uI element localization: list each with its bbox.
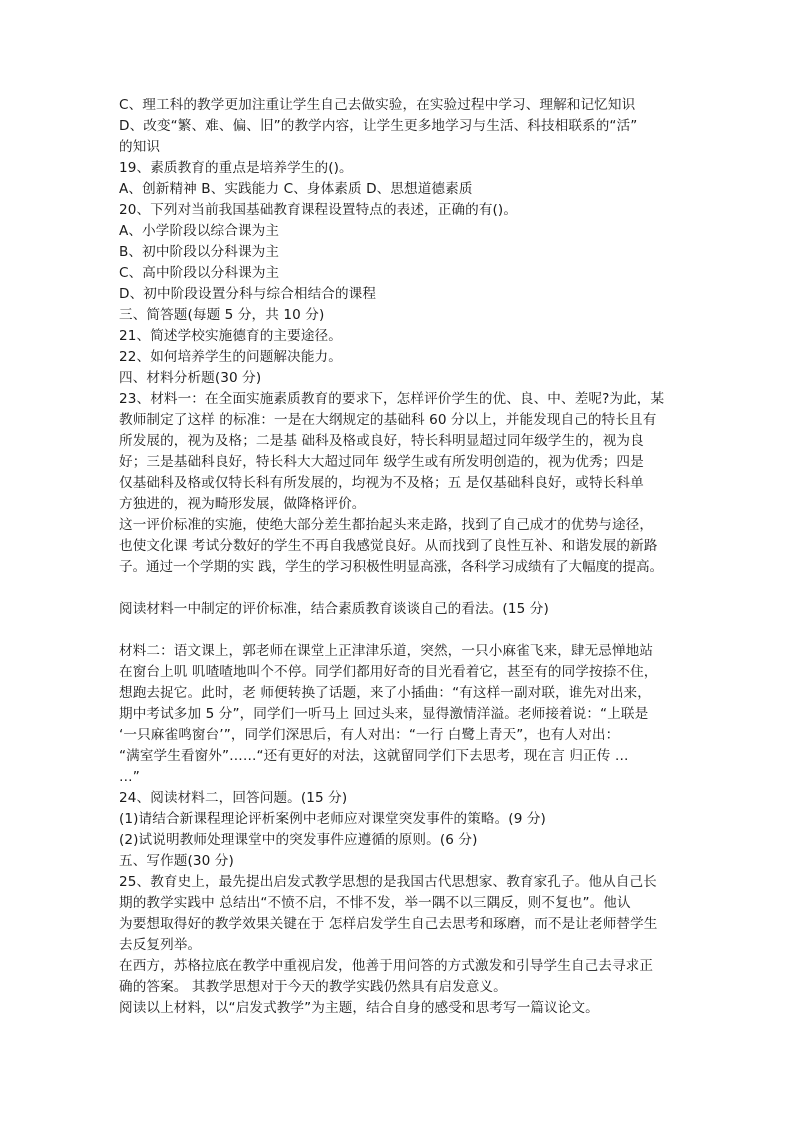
question-25-prompt: 阅读以上材料，以“启发式教学”为主题，结合自身的感受和思考写一篇议论文。 bbox=[119, 1000, 599, 1016]
material-two-line: 在窗台上叽 叽喳喳地叫个不停。同学们都用好奇的目光看着它，甚至有的同学按捺不住， bbox=[119, 664, 658, 680]
material-two-line: ‘一只麻雀鸣窗台’”，同学们深思后，有人对出：“一行 白鹭上青天”，也有人对出： bbox=[119, 727, 620, 743]
material-two-line: …” bbox=[119, 769, 140, 785]
material-two-line: 期中考试多加 5 分”，同学们一听马上 回过头来，显得激情洋溢。老师接着说：“上联是 bbox=[119, 706, 649, 722]
question-20-option-d: D、初中阶段设置分科与综合相结合的课程 bbox=[119, 286, 377, 302]
question-24: 24、阅读材料二，回答问题。(15 分) bbox=[119, 790, 348, 806]
question-19-options: A、创新精神 B、实践能力 C、身体素质 D、思想道德素质 bbox=[119, 181, 473, 197]
question-24-part-1: (1)请结合新课程理论评析案例中老师应对课堂突发事件的策略。(9 分) bbox=[119, 811, 546, 827]
question-25-line: 在西方，苏格拉底在教学中重视启发，他善于用问答的方式激发和引导学生自己去寻求正 bbox=[119, 958, 654, 974]
option-d-continuation: 的知识 bbox=[119, 139, 161, 155]
material-two-line: 想跑去捉它。此时，老 师便转换了话题，来了小插曲：“有这样一副对联，谁先对出来， bbox=[119, 685, 651, 701]
material-one-line: 仅基础科及格或仅特长科有所发展的，均视为不及格；五 是仅基础科良好，或特长科单 bbox=[119, 475, 644, 491]
question-24-part-2: (2)试说明教师处理课堂中的突发事件应遵循的原则。(6 分) bbox=[119, 832, 478, 848]
section-heading-material-analysis: 四、材料分析题(30 分) bbox=[119, 370, 262, 386]
section-heading-short-answer: 三、简答题(每题 5 分，共 10 分) bbox=[119, 307, 325, 323]
question-25-line: 去反复列举。 bbox=[119, 937, 202, 953]
option-d-line: D、改变“繁、难、偏、旧”的教学内容，让学生更多地学习与生活、科技相联系的“活” bbox=[119, 118, 638, 134]
material-two-line: “满室学生看窗外”……“还有更好的对法，这就留同学们下去思考，现在言 归正传 … bbox=[119, 748, 629, 764]
blank-line bbox=[119, 620, 685, 641]
question-20-option-a: A、小学阶段以综合课为主 bbox=[119, 223, 280, 239]
question-19: 19、素质教育的重点是培养学生的()。 bbox=[119, 160, 353, 176]
material-one-line: 所发展的，视为及格；二是基 础科及格或良好，特长科明显超过同年级学生的，视为良 bbox=[119, 433, 644, 449]
question-23-material-one: 23、材料一：在全面实施素质教育的要求下，怎样评价学生的优、良、中、差呢?为此，某 bbox=[119, 391, 665, 407]
material-one-line: 也使文化课 考试分数好的学生不再自我感觉良好。从而找到了良性互补、和谐发展的新路 bbox=[119, 538, 658, 554]
blank-line bbox=[119, 578, 685, 599]
material-one-line: 好；三是基础科良好，特长科大大超过同年 级学生或有所发明创造的，视为优秀；四是 bbox=[119, 454, 644, 470]
question-21: 21、简述学校实施德育的主要途径。 bbox=[119, 328, 342, 344]
question-25-line: 确的答案。 其教学思想对于今天的教学实践仍然具有启发意义。 bbox=[119, 979, 507, 995]
question-23-prompt: 阅读材料一中制定的评价标准，结合素质教育谈谈自己的看法。(15 分) bbox=[119, 601, 549, 617]
question-25-line: 25、教育史上，最先提出启发式教学思想的是我国古代思想家、教育家孔子。他从自己长 bbox=[119, 874, 657, 890]
material-one-line: 子。通过一个学期的实 践，学生的学习积极性明显高涨，各科学习成绩有了大幅度的提高。 bbox=[119, 559, 663, 575]
option-c-line: C、理工科的教学更加注重让学生自己去做实验，在实验过程中学习、理解和记忆知识 bbox=[119, 97, 636, 113]
question-22: 22、如何培养学生的问题解决能力。 bbox=[119, 349, 342, 365]
section-heading-writing: 五、写作题(30 分) bbox=[119, 853, 234, 869]
material-two-line: 材料二：语文课上，郭老师在课堂上正津津乐道，突然，一只小麻雀飞来，肆无忌惮地站 bbox=[119, 643, 654, 659]
material-one-line: 方独进的，视为畸形发展，做降格评价。 bbox=[119, 496, 366, 512]
question-20-option-c: C、高中阶段以分科课为主 bbox=[119, 265, 280, 281]
question-20-option-b: B、初中阶段以分科课为主 bbox=[119, 244, 280, 260]
document-body bbox=[119, 95, 685, 1019]
question-25-line: 期的教学实践中 总结出“不愤不启，不悱不发，举一隅不以三隅反，则不复也”。他认 bbox=[119, 895, 631, 911]
question-25-line: 为要想取得好的教学效果关键在于 怎样启发学生自己去思考和琢磨，而不是让老师替学生 bbox=[119, 916, 658, 932]
material-one-line: 这一评价标准的实施，使绝大部分差生都抬起头来走路，找到了自己成才的优势与途径， bbox=[119, 517, 654, 533]
material-one-line: 教师制定了这样 的标准：一是在大纲规定的基础科 60 分以上，并能发现自己的特长且有 bbox=[119, 412, 657, 428]
question-20: 20、下列对当前我国基础教育课程设置特点的表述，正确的有()。 bbox=[119, 202, 518, 218]
